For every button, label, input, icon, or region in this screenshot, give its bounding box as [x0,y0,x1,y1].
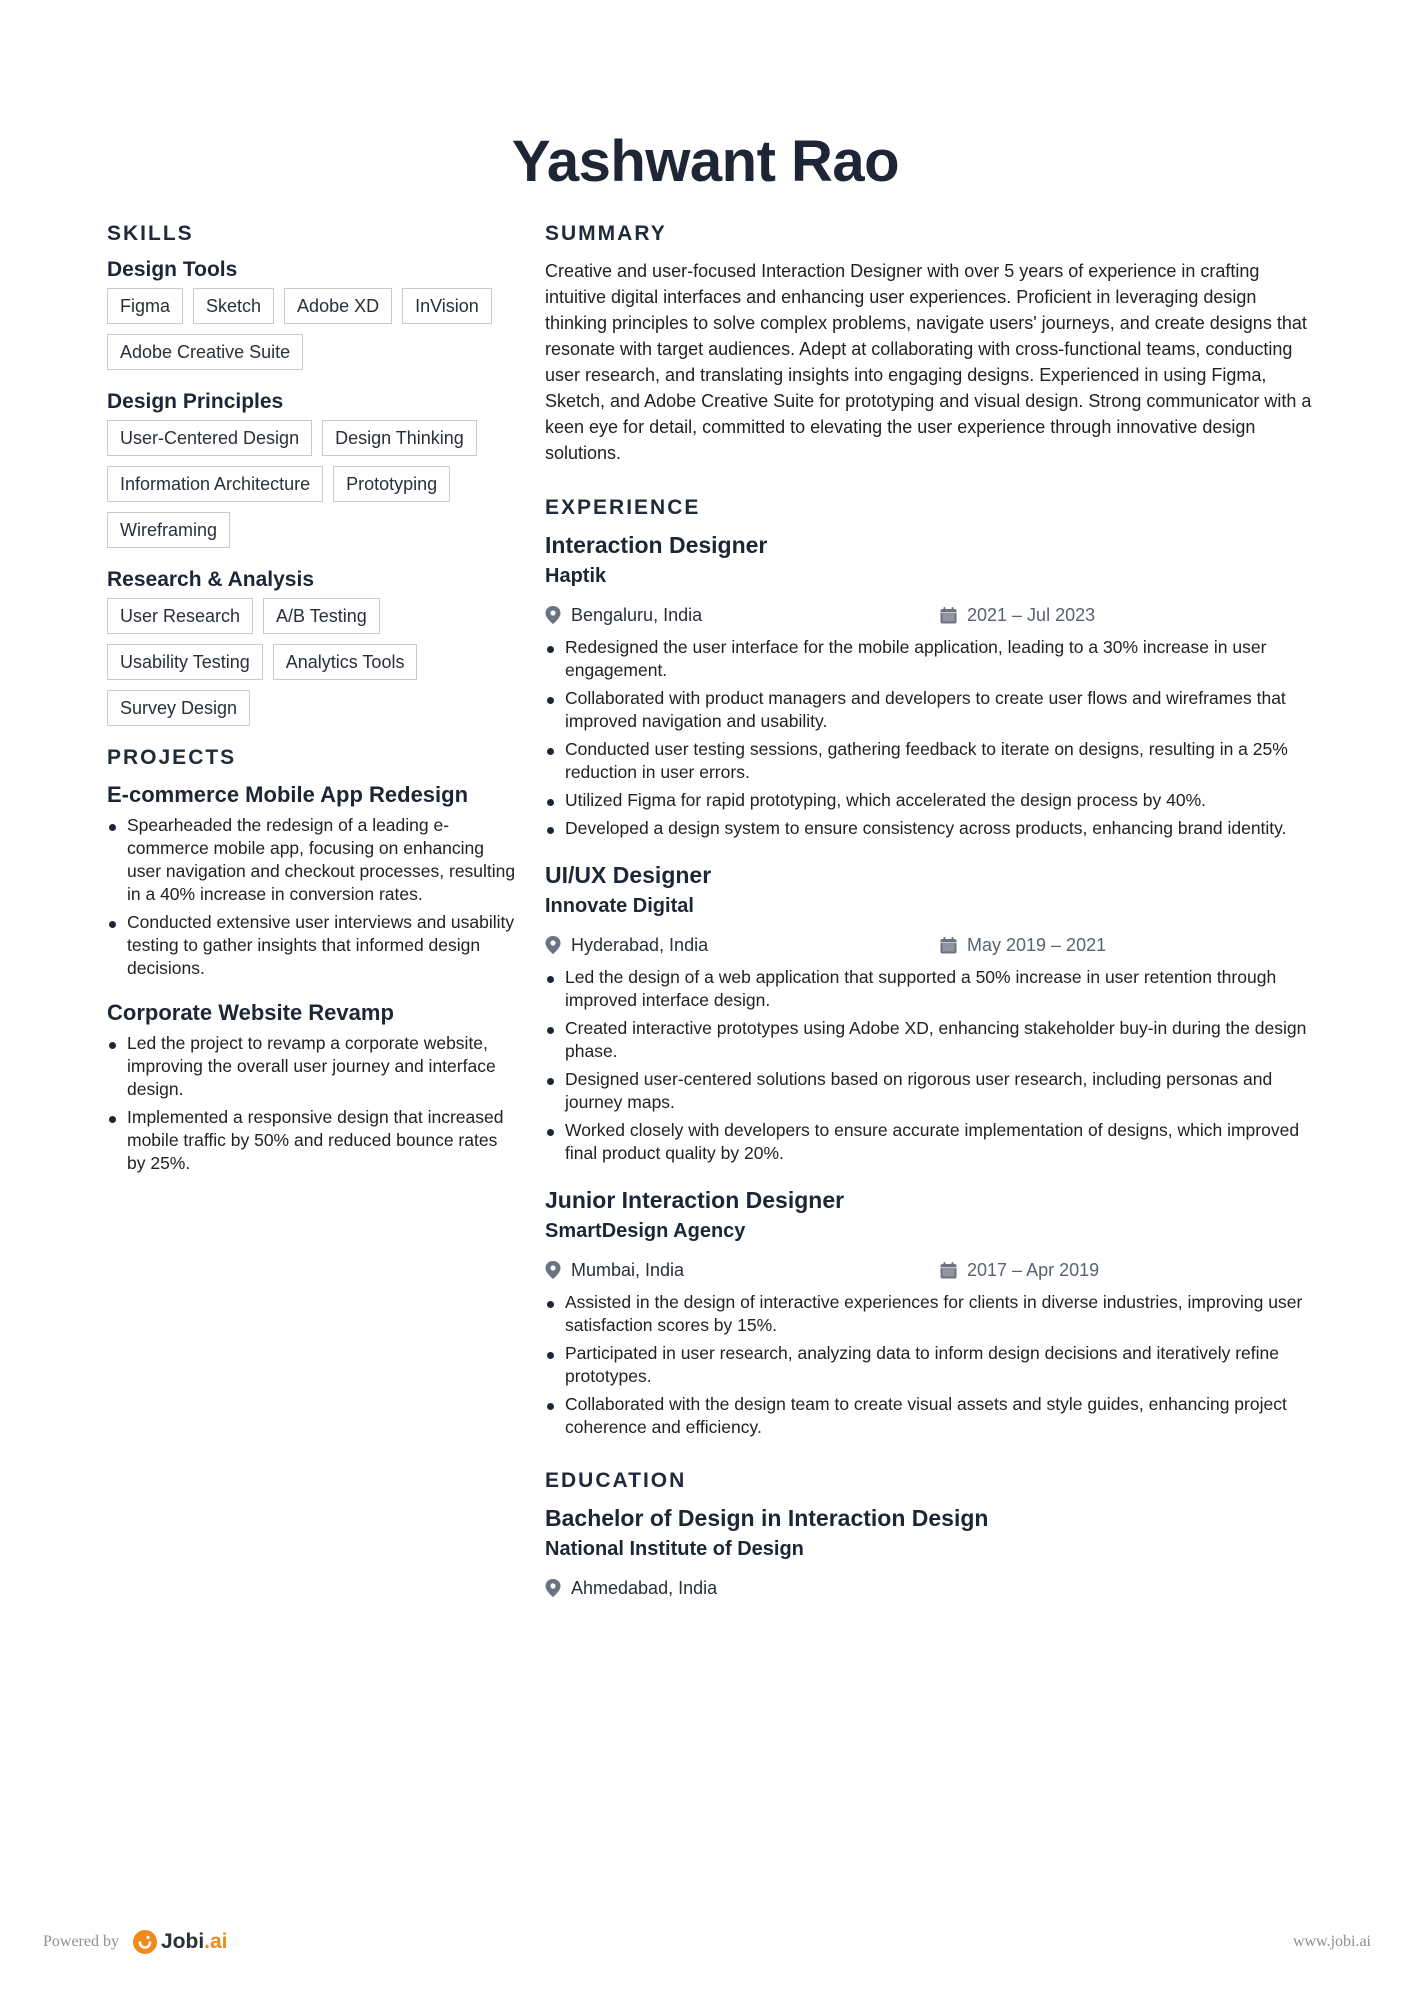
education-meta [545,1575,1315,1601]
date-text: 2021 – Jul 2023 [967,604,1096,625]
calendar-icon [940,937,957,954]
skill-tag: User-Centered Design [107,420,312,456]
logo-main: Jobi [160,1930,205,1953]
summary-text: Creative and user-focused Interaction Designer with over 5 years of experience in crafting intuitive digital interfaces and enhancing user experiences. Proficient in leveraging design thinking principles to solve complex problems, navigate users' journeys, and create designs that resonate with target audiences. Adept at collaborating with cross-functional teams, conducting user research, and translating insights into engaging designs. Experienced in using Figma, Sketch, and Adobe Creative Suite for prototyping and visual design. Strong communicator with a keen eye for detail, committed to elevating the user experience through innovative design solutions. [545,261,1312,463]
skill-group-title: Research & Analysis [107,568,314,591]
skill-tag: Adobe Creative Suite [107,334,303,370]
skills-groups [107,258,517,726]
skill-tag: Information Architecture [107,466,323,502]
footer-url[interactable]: www.jobi.ai [1292,1933,1371,1950]
education-location [545,1578,940,1599]
skill-group-title: Design Tools [107,258,238,281]
job-dates [940,1260,1099,1281]
job-location [545,605,940,626]
bullet-item: Conducted extensive user interviews and usability testing to gather insights that informed design decisions. [107,911,517,980]
bullet-item: Led the project to revamp a corporate website, improving the overall user journey and interface design. [107,1032,517,1101]
bullet-item: Spearheaded the redesign of a leading e-commerce mobile app, focusing on enhancing user navigation and checkout processes, resulting in a 40% increase in conversion rates. [107,814,517,906]
education-heading: EDUCATION [545,1469,687,1492]
job-meta [545,932,1315,958]
projects-list [107,782,517,1175]
bullet-item: Created interactive prototypes using Adobe XD, enhancing stakeholder buy-in during the design phase. [545,1017,1315,1063]
map-pin-icon [545,936,561,954]
bullet-item: Participated in user research, analyzing data to inform design decisions and iteratively refine prototypes. [545,1342,1315,1388]
project-bullets [107,814,517,980]
powered-by-text: Powered by [43,1933,119,1950]
right-column [545,222,1315,1609]
skill-tag: InVision [402,288,492,324]
jobs-list [545,532,1315,1439]
bullet-item: Led the design of a web application that supported a 50% increase in user retention through improved interface design. [545,966,1315,1012]
job-title: Junior Interaction Designer [545,1187,845,1213]
left-column [107,222,517,1195]
job-entry [545,862,1315,1165]
jobi-logo-icon [133,1930,157,1954]
skill-tag: Analytics Tools [273,644,418,680]
job-dates [940,605,1095,626]
education-degree: Bachelor of Design in Interaction Design [545,1505,989,1531]
location-text: Ahmedabad, India [571,1577,718,1598]
skill-tags [107,598,517,726]
jobi-logo-text [161,1930,228,1954]
skill-tag: Prototyping [333,466,450,502]
bullet-item: Implemented a responsive design that increased mobile traffic by 50% and reduced bounce rates by 25%. [107,1106,517,1175]
job-bullets [545,636,1315,840]
skill-tag: Survey Design [107,690,250,726]
bullet-item: Redesigned the user interface for the mobile application, leading to a 30% increase in user engagement. [545,636,1315,682]
skills-heading: SKILLS [107,222,194,245]
date-text: May 2019 – 2021 [967,934,1107,955]
logo-accent: .ai [204,1930,228,1953]
skill-tag: Wireframing [107,512,230,548]
job-entry [545,1187,1315,1439]
job-company: Haptik [545,565,607,587]
calendar-icon [940,1262,957,1279]
skill-tags [107,420,517,548]
job-dates [940,935,1106,956]
job-location [545,935,940,956]
job-meta [545,1257,1315,1283]
job-title: UI/UX Designer [545,862,712,888]
job-meta [545,602,1315,628]
map-pin-icon [545,1579,561,1597]
bullet-item: Worked closely with developers to ensure accurate implementation of designs, which improved final product quality by 20%. [545,1119,1315,1165]
location-text: Mumbai, India [571,1259,685,1280]
skill-tag: Adobe XD [284,288,392,324]
skill-tag: A/B Testing [263,598,380,634]
job-company: SmartDesign Agency [545,1220,746,1242]
projects-heading: PROJECTS [107,746,237,769]
skill-tag: Figma [107,288,183,324]
calendar-icon [940,607,957,624]
job-bullets [545,1291,1315,1439]
skill-tag: Usability Testing [107,644,263,680]
bullet-item: Conducted user testing sessions, gathering feedback to iterate on designs, resulting in a 25% reduction in user errors. [545,738,1315,784]
skill-group-title: Design Principles [107,390,284,413]
jobi-logo[interactable] [133,1930,228,1954]
bullet-item: Designed user-centered solutions based on rigorous user research, including personas and journey maps. [545,1068,1315,1114]
project-title: Corporate Website Revamp [107,1000,394,1025]
skill-tags [107,288,517,370]
location-text: Hyderabad, India [571,934,709,955]
location-text: Bengaluru, India [571,604,703,625]
skill-tag: User Research [107,598,253,634]
job-location [545,1260,940,1281]
experience-heading: EXPERIENCE [545,496,701,519]
skill-tag: Sketch [193,288,274,324]
bullet-item: Developed a design system to ensure consistency across products, enhancing brand identity. [545,817,1315,840]
job-company: Innovate Digital [545,895,694,917]
project-item [107,782,517,980]
map-pin-icon [545,606,561,624]
candidate-name: Yashwant Rao [511,129,900,194]
job-bullets [545,966,1315,1165]
bullet-item: Assisted in the design of interactive experiences for clients in diverse industries, improving user satisfaction scores by 15%. [545,1291,1315,1337]
summary-heading: SUMMARY [545,222,667,245]
job-title: Interaction Designer [545,532,768,558]
map-pin-icon [545,1261,561,1279]
education-school: National Institute of Design [545,1538,804,1560]
bullet-item: Utilized Figma for rapid prototyping, which accelerated the design process by 40%. [545,789,1315,812]
project-item [107,1000,517,1175]
date-text: 2017 – Apr 2019 [967,1259,1100,1280]
bullet-item: Collaborated with the design team to create visual assets and style guides, enhancing project coherence and efficiency. [545,1393,1315,1439]
footer-branding [43,1930,228,1954]
bullet-item: Collaborated with product managers and developers to create user flows and wireframes that improved navigation and usability. [545,687,1315,733]
project-bullets [107,1032,517,1175]
skill-tag: Design Thinking [322,420,477,456]
project-title: E-commerce Mobile App Redesign [107,782,469,807]
job-entry [545,532,1315,840]
